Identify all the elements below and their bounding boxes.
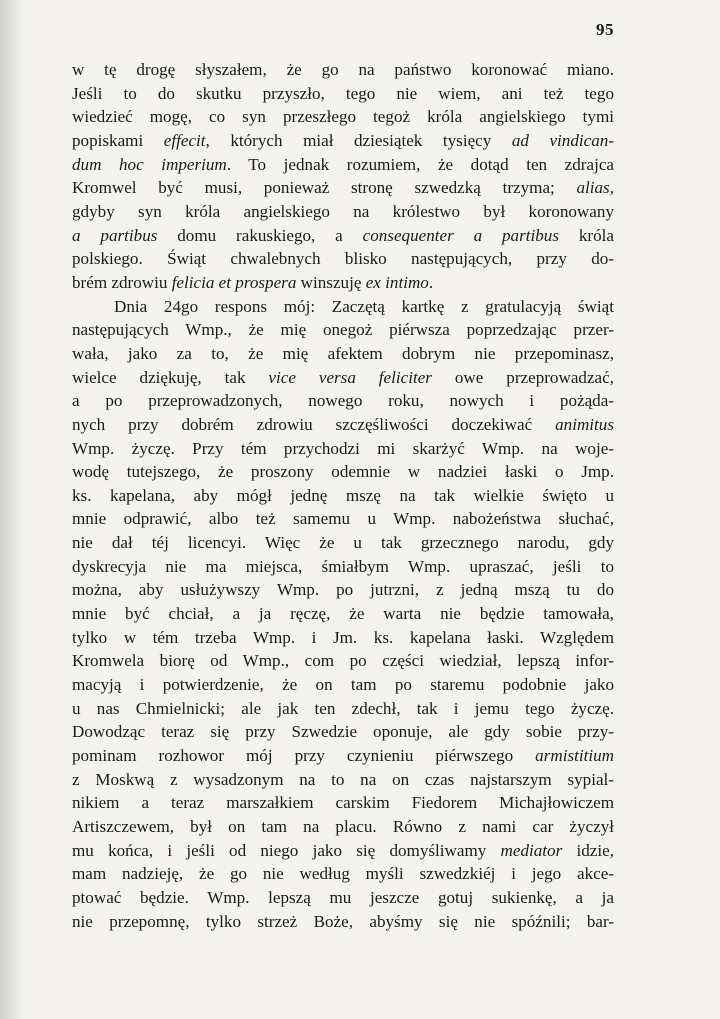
latin-phrase: dum hoc imperium [72, 154, 227, 174]
text-segment: Dowodząc teraz się przy Szwedzie oponuje, ale gdy sobie przy- [72, 722, 614, 742]
text-line [72, 224, 614, 248]
text-line [72, 673, 614, 697]
text-line [72, 602, 614, 626]
text-segment: w tę drogę słyszałem, że go na państwo koronować miano. [72, 60, 614, 79]
text-line [72, 82, 614, 106]
text-line [72, 271, 614, 295]
latin-phrase: vice versa feliciter [268, 367, 432, 387]
text-line [72, 389, 614, 413]
text-segment: owe przeprowadzać, [431, 367, 614, 387]
text-segment: brém zdrowiu [72, 272, 172, 292]
latin-phrase: a partibus [72, 225, 158, 245]
text-line [72, 531, 614, 555]
text-segment: Jeśli to do skutku przyszło, tego nie wiem, ani też tego [72, 83, 614, 103]
text-segment: idzie, [562, 840, 614, 860]
latin-phrase: animitus [555, 414, 614, 434]
text-line [72, 862, 614, 886]
text-segment: nie dał téj licencyi. Więc że u tak grzecznego narodu, gdy [72, 533, 614, 553]
text-segment: Artiszczewem, był on tam na placu. Równo z nami car życzył [72, 817, 614, 836]
text-line [72, 460, 614, 484]
text-segment: pominam rozhowor mój przy czynieniu piérwszego [72, 746, 536, 766]
text-line [72, 413, 614, 437]
text-segment: wielce dziękuję, tak [72, 367, 269, 387]
text-line [72, 578, 614, 602]
binding-gutter [0, 0, 24, 1019]
text-segment: tylko w tém trzeba Wmp. i Jm. ks. kapelana łaski. Względem [72, 627, 614, 647]
text-line [72, 768, 614, 792]
text-segment: Kromwel być musi, ponieważ stronę szwedzką trzyma; [72, 178, 577, 198]
text-segment: mu końca, i jeśli od niego jako się domyśliwamy [72, 840, 501, 860]
text-segment: wała, jako za to, że mię afektem dobrym nie przepominasz, [72, 343, 614, 363]
text-segment: nie przepomnę, tylko strzeż Boże, abyśmy się nie spóźnili; bar- [72, 911, 614, 931]
text-segment: Dnia 24go respons mój: Zaczętą kartkę z gratulacyją świąt [114, 296, 614, 316]
page-text [72, 58, 614, 933]
latin-phrase: armistitium [535, 746, 614, 766]
text-line [72, 744, 614, 768]
text-line [72, 153, 614, 177]
text-line [72, 318, 614, 342]
text-segment: mam nadzieję, że go nie według myśli szwedzkiéj i jego akce- [72, 864, 614, 884]
latin-phrase: ad vindican- [511, 130, 615, 150]
text-segment: nych przy dobrém zdrowiu szczęśliwości doczekiwać [72, 414, 556, 434]
text-segment: Wmp. życzę. Przy tém przychodzi mi skarżyć Wmp. na woje- [72, 438, 614, 458]
text-segment: króla [559, 225, 614, 245]
text-line [72, 697, 614, 721]
text-segment: , [609, 178, 614, 198]
text-line [72, 247, 614, 271]
text-segment: gdyby syn króla angielskiego na królestwo był koronowany [72, 201, 614, 221]
text-segment: wodę tutejszego, że proszony odemnie w nadziei łaski o Jmp. [72, 462, 614, 482]
text-line [72, 555, 614, 579]
text-line [72, 176, 614, 200]
latin-phrase: felicia et prospera [171, 272, 297, 292]
text-line [72, 815, 614, 839]
latin-phrase: alias [576, 178, 610, 198]
text-segment: a po przeprowadzonych, nowego roku, nowych i pożąda- [72, 391, 614, 411]
text-line [72, 58, 614, 82]
text-line [72, 366, 614, 390]
text-segment: dyskrecyja nie ma miejsca, śmiałbym Wmp. upraszać, jeśli to [72, 556, 614, 576]
text-line [72, 791, 614, 815]
text-line [72, 484, 614, 508]
text-line [72, 649, 614, 673]
text-segment: można, aby usłużywszy Wmp. po jutrzni, z jedną mszą tu do [72, 580, 614, 600]
text-segment: popiskami [72, 130, 164, 150]
text-segment: . [428, 272, 434, 292]
text-segment: mnie być chciał, a ja ręczę, że warta nie będzie tamowała, [72, 604, 614, 624]
text-line [72, 295, 614, 319]
text-segment: z Moskwą z wysadzonym na to na on czas najstarszym sypial- [72, 769, 614, 789]
text-segment: ks. kapelana, aby mógł jednę mszę na tak wielkie święto u [72, 485, 614, 505]
text-segment: nikiem a teraz marszałkiem carskim Fiedorem Michajłowiczem [72, 793, 614, 813]
text-line [72, 437, 614, 461]
text-segment: , których miał dziesiątek tysięcy [205, 130, 512, 150]
text-line [72, 720, 614, 744]
text-segment: domu rakuskiego, a [157, 225, 363, 245]
text-segment: winszuję [296, 272, 366, 292]
text-segment: polskiego. Świąt chwalebnych blisko następujących, przy do- [72, 249, 614, 269]
text-line [72, 129, 614, 153]
text-segment: następujących Wmp., że mię onegoż piérwsza poprzedzając przer- [72, 320, 614, 340]
text-line [72, 886, 614, 910]
text-line [72, 342, 614, 366]
latin-phrase: effecit [163, 130, 206, 150]
text-line [72, 105, 614, 129]
text-line [72, 507, 614, 531]
text-line [72, 200, 614, 224]
text-line [72, 910, 614, 934]
text-line [72, 626, 614, 650]
text-segment: wiedzieć mogę, co syn przeszłego tegoż króla angielskiego tymi [72, 107, 614, 127]
latin-phrase: mediator [500, 840, 563, 860]
latin-phrase: ex intimo [365, 272, 429, 292]
text-segment: . To jednak rozumiem, że dotąd ten zdrajca [226, 154, 615, 174]
text-line [72, 839, 614, 863]
text-segment: ptować będzie. Wmp. lepszą mu jeszcze gotuj sukienkę, a ja [72, 887, 614, 907]
latin-phrase: consequenter a partibus [362, 225, 560, 245]
page-number: 95 [596, 20, 614, 39]
text-segment: Kromwela biorę od Wmp., com po części wiedział, lepszą infor- [72, 651, 614, 671]
text-segment: u nas Chmielnicki; ale jak ten zdechł, tak i jemu tego życzę. [72, 698, 614, 718]
text-segment: macyją i potwierdzenie, że on tam po staremu podobnie jako [72, 675, 614, 695]
text-segment: mnie odprawić, albo też samemu u Wmp. nabożeństwa słuchać, [72, 509, 614, 529]
